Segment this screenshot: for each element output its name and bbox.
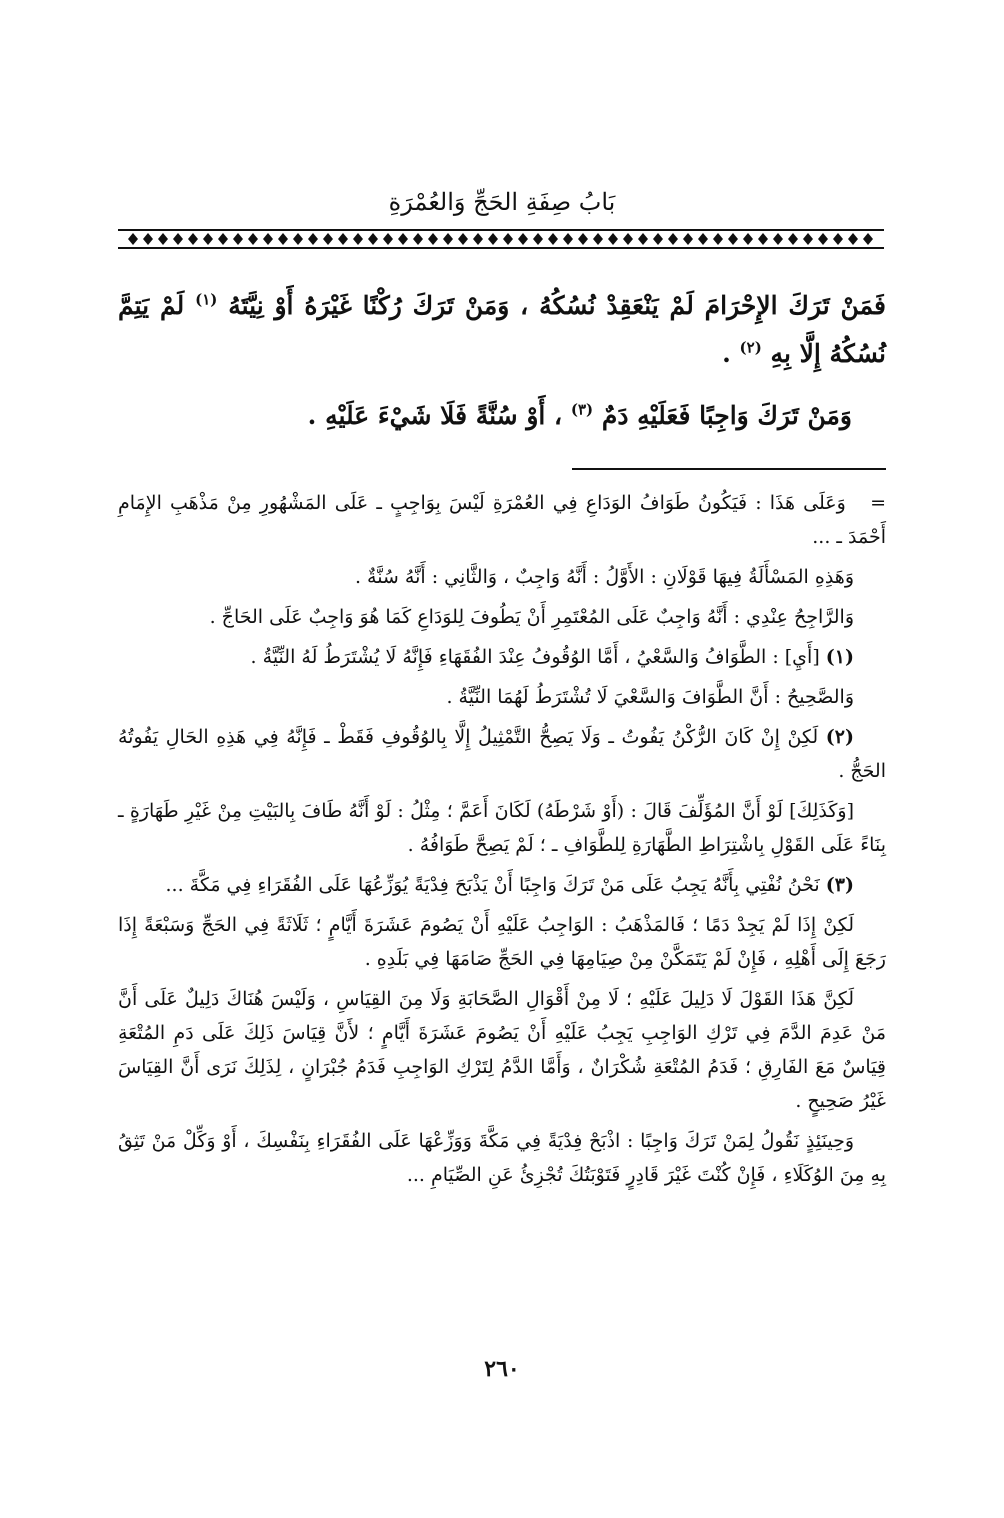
ornament-motif [368,233,378,245]
ornament-motif [158,233,168,245]
ornament-motif [638,233,648,245]
ornament-motif [518,233,528,245]
ornament-motif [473,233,483,245]
main-text-1-end: . [722,339,731,368]
ornament-motif [563,233,573,245]
ornament-motif [248,233,258,245]
footnote-2 [118,720,886,788]
ornament-motif [338,233,348,245]
ornament-motif [863,233,873,245]
footnote-number: (٣) [825,874,854,896]
footnote-1 [118,640,886,674]
footnote-number: (٢) [825,726,854,748]
ornament-motif [173,233,183,245]
ornament-motif [203,233,213,245]
ornament-motif [218,233,228,245]
ornament-motif [773,233,783,245]
main-paragraph-1 [118,282,886,378]
ornament-motif [443,233,453,245]
ornament-motif [803,233,813,245]
ornament-motif [758,233,768,245]
ornament-motif [533,233,543,245]
main-paragraph-2 [118,392,886,440]
ornament-motif [818,233,828,245]
footnote-text: لَكِنْ إِنْ كَانَ الرُّكْنُ يَفُوتُ ـ وَلَا يَصِحُّ التَّمْثِيلُ إِلَّا بِالوُقُوفِ فَقَطْ ـ فَإِنَّهُ فِي هَذِهِ الحَالِ يَفُوتُهُ الحَجُّ . [118,726,886,782]
footnote-paragraph: وَحِينَئِذٍ نَقُولُ لِمَنْ تَرَكَ وَاجِبًا : اذْبَحْ فِدْيَةً فِي مَكَّةَ وَوَزِّعْهَا عَلَى الفُقَرَاءِ بِنَفْسِكَ ، أَوْ وَكِّلْ مَنْ تَثِقُ بِهِ مِنَ الوُكَلَاءِ ، فَإِنْ كُنْتَ غَيْرَ قَادِرٍ فَتَوْبَتُكَ تُجْزِئُ عَنِ الصِّيَامِ ... [118,1130,886,1186]
ornament-motif [188,233,198,245]
footnote-paragraph: وَالصَّحِيحُ : أَنَّ الطَّوَافَ وَالسَّعْيَ لَا تُشْتَرَطُ لَهُمَا النِّيَّةُ . [446,686,854,708]
ornament-motif [353,233,363,245]
ornament-motif [548,233,558,245]
ornament-motif [623,233,633,245]
main-text-1b: لَمْ يَتِمَّ نُسُكُهُ إِلَّا بِهِ [118,291,886,368]
footnote-separator [572,468,886,470]
ornament-motif [788,233,798,245]
ornament-motif [668,233,678,245]
ornament-motif [503,233,513,245]
ornament-motif [728,233,738,245]
footnote-ref-1[interactable]: (١) [195,290,218,309]
footnote-ref-2[interactable]: (٢) [739,338,762,357]
ornament-motif [458,233,468,245]
page-number: ٢٦٠ [484,1356,520,1382]
footnote-paragraph: لَكِنْ إِذَا لَمْ يَجِدْ دَمًا ؛ فَالمَذْهَبُ : الوَاجِبُ عَلَيْهِ أَنْ يَصُومَ عَشَرَةَ أَيَّامٍ ؛ ثَلَاثَةً فِي الحَجِّ وَسَبْعَةً إِذَا رَجَعَ إِلَى أَهْلِهِ ، فَإِنْ لَمْ يَتَمَكَّنْ مِنْ صِيَامِهَا فِي الحَجِّ صَامَهَا فِي بَلَدِهِ . [118,914,886,970]
ornament-divider [118,228,884,250]
ornament-motif [233,233,243,245]
ornament-motif [653,233,663,245]
footnote-number: (١) [825,646,854,668]
footnote-paragraph: وَالرَّاجِحُ عِنْدِي : أَنَّهُ وَاجِبٌ عَلَى المُعْتَمِرِ أَنْ يَطُوفَ لِلوَدَاعِ كَمَا هُوَ وَاجِبٌ عَلَى الحَاجِّ . [209,606,854,628]
ornament-motif [578,233,588,245]
footnote-ref-3[interactable]: (٣) [570,400,594,419]
ornament-motif [308,233,318,245]
continuation-mark: = [870,492,886,514]
footnote-paragraph: لَكِنَّ هَذَا القَوْلَ لَا دَلِيلَ عَلَيْهِ ؛ لَا مِنْ أَقْوَالِ الصَّحَابَةِ وَلَا مِنَ القِيَاسِ ، وَلَيْسَ هُنَاكَ دَلِيلٌ عَلَى أَنَّ مَنْ عَدِمَ الدَّمَ فِي تَرْكِ الوَاجِبِ يَجِبُ عَلَيْهِ أَنْ يَصُومَ عَشَرَةَ أَيَّامٍ ؛ لأَنَّ قِيَاسَ ذَلِكَ عَلَى دَمِ المُتْعَةِ قِيَاسٌ مَعَ الفَارِقِ ؛ فَدَمُ المُتْعَةِ شُكْرَانٌ ، وَأَمَّا الدَّمُ لِتَرْكِ الوَاجِبِ فَدَمُ جُبْرَانٍ ، لِذَلِكَ نَرَى أَنَّ القِيَاسَ غَيْرُ صَحِيحٍ . [118,988,886,1112]
ornament-motif [683,233,693,245]
footnote-paragraph: وَهَذِهِ المَسْأَلَةُ فِيهَا قَوْلَانِ : الأَوَّلُ : أَنَّهُ وَاجِبٌ ، وَالثَّانِي : أَنَّهُ سُنَّةٌ . [354,566,854,588]
ornament-motif [278,233,288,245]
footnote-text: وَعَلَى هَذَا : فَيَكُونُ طَوَافُ الوَدَاعِ فِي العُمْرَةِ لَيْسَ بِوَاجِبٍ ـ عَلَى المَشْهُورِ مِنْ مَذْهَبِ الإِمَامِ أَحْمَدَ ـ ... [118,492,886,548]
ornament-motif [128,233,138,245]
footnote-3 [118,868,886,902]
ornament-motif [488,233,498,245]
footnotes [118,486,886,1198]
ornament-motif [428,233,438,245]
footnote-paragraph: [وَكَذَلِكَ] لَوْ أَنَّ المُؤَلِّفَ قَالَ : (أَوْ شَرْطَهُ) لَكَانَ أَعَمَّ ؛ مِثْلُ : لَوْ أَنَّهُ طَافَ بِالبَيْتِ مِنْ غَيْرِ طَهَارَةٍ ـ بِنَاءً عَلَى القَوْلِ بِاشْتِرَاطِ الطَّهَارَةِ لِلطَّوَافِ ـ ؛ لَمْ يَصِحَّ طَوَافُهُ . [118,800,886,856]
ornament-motif [848,233,858,245]
ornament-motif [833,233,843,245]
ornament-motif [293,233,303,245]
ornament-motif [323,233,333,245]
footnote-text: نَحْنُ نُفْتِي بِأَنَّهُ يَجِبُ عَلَى مَنْ تَرَكَ وَاجِبًا أَنْ يَذْبَحَ فِدْيَةً يُوَزِّعُهَا عَلَى الفُقَرَاءِ فِي مَكَّةَ ... [165,874,820,896]
ornament-motif [608,233,618,245]
ornament-motif [698,233,708,245]
ornament-motif [413,233,423,245]
main-text-2a: وَمَنْ تَرَكَ وَاجِبًا فَعَلَيْهِ دَمٌ [601,401,852,430]
ornament-motif [383,233,393,245]
ornament-motif [593,233,603,245]
ornament-motif [143,233,153,245]
ornament-motif [263,233,273,245]
page-title: بَابُ صِفَةِ الحَجِّ وَالعُمْرَةِ [388,188,616,216]
ornament-motif [743,233,753,245]
footnote-continuation [118,486,886,554]
ornament-motif [398,233,408,245]
ornament-motif [713,233,723,245]
main-text [118,282,886,454]
footnote-text: [أَيِ] : الطَّوَافُ وَالسَّعْيُ ، أَمَّا الوُقُوفُ عِنْدَ الفُقَهَاءِ فَإِنَّهُ لَا يُشْتَرَطُ لَهُ النِّيَّةُ . [250,646,820,668]
main-text-2b: ، أَوْ سُنَّةً فَلَا شَيْءَ عَلَيْهِ . [307,401,563,430]
main-text-1a: فَمَنْ تَرَكَ الإِحْرَامَ لَمْ يَنْعَقِدْ نُسُكُهُ ، وَمَنْ تَرَكَ رُكْنًا غَيْرَهُ أَوْ نِيَّتَهُ [228,291,886,320]
